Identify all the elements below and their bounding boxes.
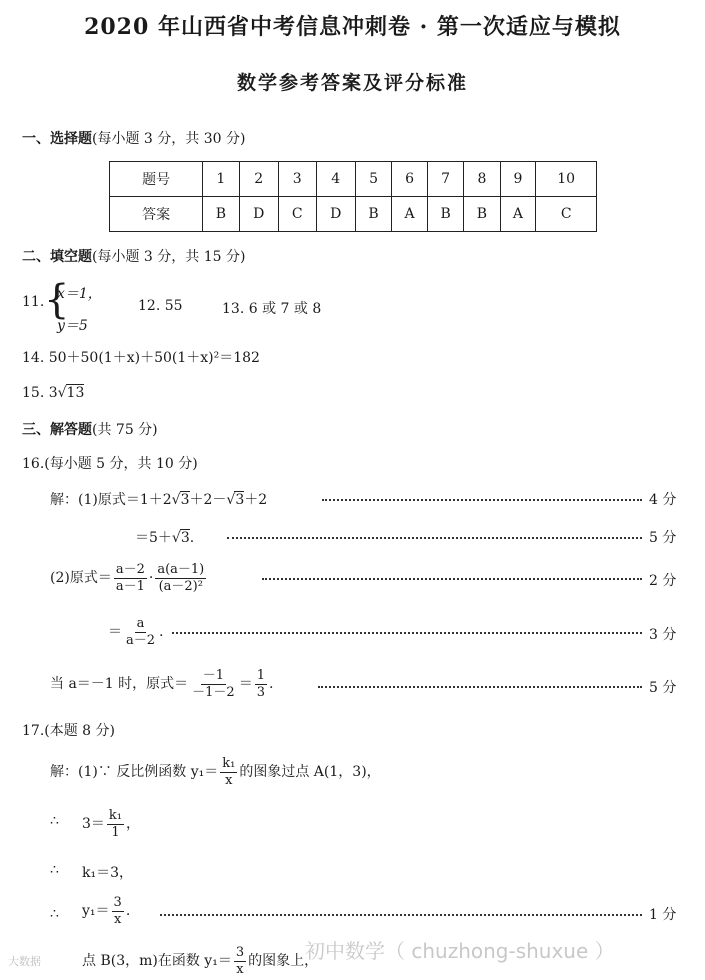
therefore-symbol: ∴ [50, 813, 59, 829]
fraction-numerator: k₁ [108, 808, 123, 823]
q17-line-5 [82, 945, 318, 977]
table-cell-answer: B [427, 197, 463, 232]
section-2-heading [22, 246, 245, 266]
table-cell-answer: A [392, 197, 428, 232]
q12-answer: 12. 55 [138, 298, 183, 314]
sqrt-symbol: √ [171, 530, 181, 546]
q11-number: 11. [22, 294, 45, 310]
fraction-numerator: 3 [235, 945, 245, 960]
q16-line-5 [50, 668, 273, 700]
radicand: 3 [180, 492, 190, 508]
multiply-dot: · [148, 570, 154, 587]
table-head-number: 题号 [110, 162, 203, 197]
q16-score-4: 3 分 [649, 627, 677, 643]
q16-l5-text: ＝ [238, 676, 253, 693]
table-cell-answer: D [316, 197, 355, 232]
q16-l1-text: 解：(1)原式＝1＋2 [50, 492, 172, 508]
fraction-denominator: x [236, 961, 244, 977]
q16-l5-text: . [268, 676, 274, 693]
table-cell-number: 1 [203, 162, 239, 197]
q17-l1-text: 解：(1)∵ 反比例函数 y₁＝ [50, 764, 219, 781]
q17-line-2 [82, 808, 140, 840]
table-cell-answer: D [239, 197, 278, 232]
q16-l4-text: . [159, 624, 164, 641]
radicand: 3 [180, 530, 190, 546]
table-head-answer: 答案 [110, 197, 203, 232]
leader-dots [262, 578, 642, 581]
section-3-heading [22, 419, 158, 439]
fraction-numerator: 3 [113, 895, 122, 910]
fraction-denominator: (a－2)² [158, 578, 203, 594]
section-2-note: (每小题 3 分，共 15 分) [92, 249, 246, 265]
sqrt-symbol: √ [171, 492, 181, 508]
q17-score-1: 1 分 [649, 907, 677, 923]
q16-l2-text: . [189, 530, 195, 546]
table-row-answers [110, 197, 597, 232]
q16-l4-text: ＝ [108, 624, 122, 641]
fraction-denominator: －1－2 [192, 684, 235, 700]
q16-l1-text: ＋2－ [189, 492, 227, 508]
q16-score-5: 5 分 [649, 680, 677, 696]
q17-l1-text: 的图象过点 A(1，3)， [239, 764, 381, 781]
q14-answer: 14. 50＋50(1＋x)＋50(1＋x)²＝182 [22, 350, 260, 366]
therefore-symbol: ∴ [50, 906, 59, 922]
answer-table [109, 161, 597, 232]
radicand: 3 [235, 492, 245, 508]
therefore-symbol: ∴ [50, 862, 59, 878]
q17-l4-text: . [125, 903, 131, 920]
brace-symbol: { [44, 277, 70, 323]
q17-l5-text: 点 B(3，m)在函数 y₁＝ [82, 953, 232, 970]
fraction [107, 808, 124, 840]
q15-radicand: 13 [66, 385, 85, 401]
q11-x-equation: x＝1， [57, 286, 102, 302]
q17-line-3: k₁＝3， [82, 865, 134, 881]
section-1-label: 一、选择题 [22, 131, 92, 147]
fraction-denominator: x [114, 911, 122, 927]
fraction [234, 945, 246, 977]
q17-l5-text: 的图象上， [248, 953, 319, 970]
fraction-numerator: 1 [256, 668, 265, 683]
q16-heading: 16.(每小题 5 分，共 10 分) [22, 456, 198, 472]
fraction [124, 616, 157, 648]
q16-score-1: 4 分 [649, 492, 677, 508]
fraction-numerator: k₁ [222, 756, 236, 771]
table-cell-number: 8 [464, 162, 500, 197]
watermark-text: 初中数学（ chuzhong-shuxue ） [305, 939, 615, 963]
q16-l1-text: ＋2 [244, 492, 268, 508]
section-1-note: (每小题 3 分，共 30 分) [92, 131, 246, 147]
table-cell-number: 7 [427, 162, 463, 197]
table-cell-answer: B [355, 197, 391, 232]
table-cell-answer: C [536, 197, 597, 232]
q16-score-2: 5 分 [649, 530, 677, 546]
q17-line-1 [50, 756, 381, 788]
q16-l3-text: (2)原式＝ [50, 570, 112, 587]
table-cell-number: 10 [536, 162, 597, 197]
q16-l2-text: ＝5＋ [135, 530, 172, 546]
q16-line-4 [108, 616, 163, 648]
table-cell-number: 9 [500, 162, 536, 197]
fraction-numerator: a [136, 616, 145, 631]
fraction-denominator: x [225, 772, 233, 788]
fraction [114, 562, 147, 594]
leader-dots [322, 499, 642, 502]
table-cell-answer: B [464, 197, 500, 232]
fraction [190, 668, 237, 700]
document-title: 2020 年山西省中考信息冲刺卷 · 第一次适应与模拟 [84, 14, 621, 40]
table-cell-answer: C [278, 197, 316, 232]
fraction-numerator: －1 [202, 668, 225, 683]
corner-watermark: 大数据 [8, 955, 41, 968]
sqrt-symbol: √ [57, 385, 67, 401]
q17-heading: 17.(本题 8 分) [22, 723, 115, 739]
q16-l5-text: 当 a＝－1 时，原式＝ [50, 676, 189, 693]
q17-line-4 [82, 895, 130, 927]
table-cell-number: 5 [355, 162, 391, 197]
q11-y-equation: y＝5 [57, 318, 88, 334]
q16-line-1 [50, 489, 267, 509]
table-cell-number: 6 [392, 162, 428, 197]
section-2-label: 二、填空题 [22, 249, 92, 265]
table-row-numbers [110, 162, 597, 197]
table-cell-number: 2 [239, 162, 278, 197]
table-cell-number: 3 [278, 162, 316, 197]
fraction [155, 562, 206, 594]
section-1-heading [22, 128, 245, 148]
q17-l2-text: ， [126, 816, 141, 833]
q15-coefficient: 15. 3 [22, 385, 58, 401]
fraction-denominator: a－2 [126, 632, 156, 648]
fraction-denominator: a－1 [115, 578, 145, 594]
table-cell-number: 4 [316, 162, 355, 197]
fraction-denominator: 3 [256, 684, 265, 700]
fraction-denominator: 1 [111, 824, 120, 840]
q15-answer [22, 385, 84, 401]
section-3-note: (共 75 分) [92, 422, 158, 438]
q17-l2-text: 3＝ [82, 816, 105, 833]
fraction [220, 756, 237, 788]
sqrt-symbol: √ [226, 492, 236, 508]
q16-line-3 [50, 562, 208, 594]
document-subtitle: 数学参考答案及评分标准 [236, 72, 468, 94]
fraction-numerator: a－2 [115, 562, 145, 577]
fraction [255, 668, 267, 700]
q17-l4-text: y₁＝ [82, 903, 110, 920]
table-cell-answer: B [203, 197, 239, 232]
section-3-label: 三、解答题 [22, 422, 92, 438]
leader-dots [227, 537, 642, 540]
table-cell-answer: A [500, 197, 536, 232]
fraction [112, 895, 124, 927]
q13-answer: 13. 6 或 7 或 8 [222, 301, 322, 317]
leader-dots [160, 914, 642, 917]
leader-dots [318, 686, 642, 689]
fraction-numerator: a(a－1) [157, 562, 205, 577]
q16-score-3: 2 分 [649, 573, 677, 589]
q16-line-2 [135, 527, 194, 547]
leader-dots [172, 632, 642, 635]
